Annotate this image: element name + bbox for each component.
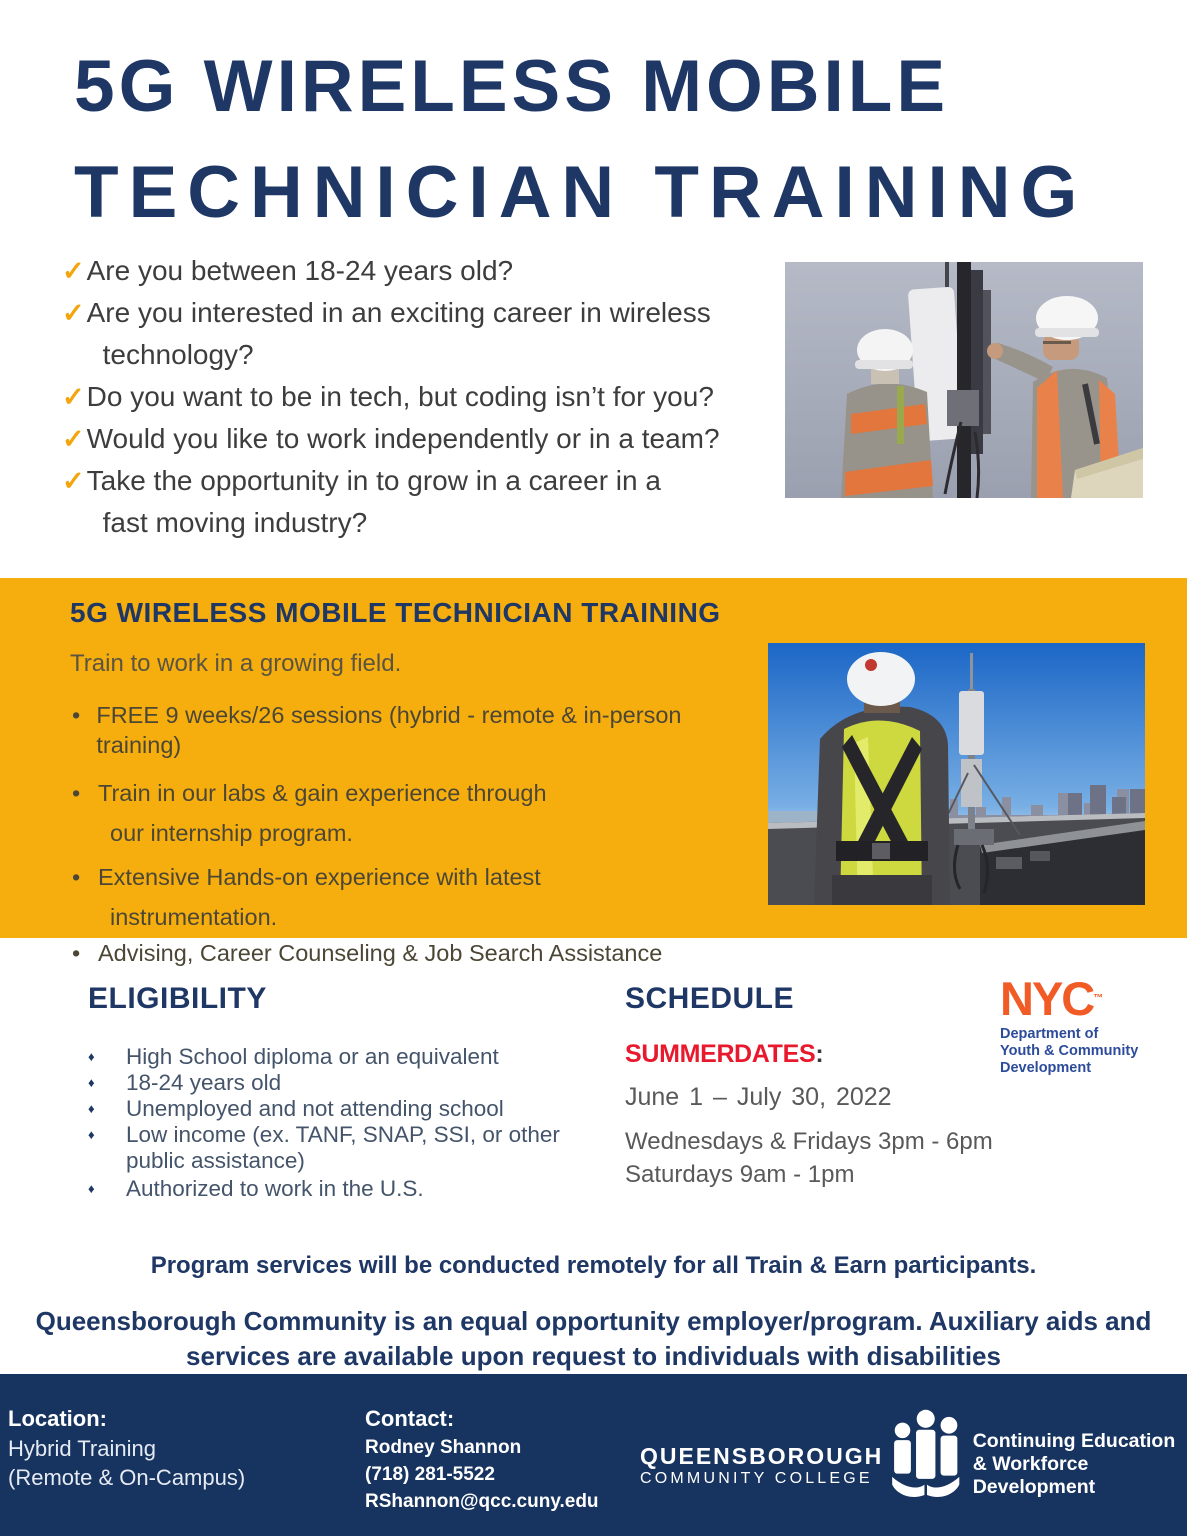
diamond-bullet-icon: ♦ <box>88 1181 95 1196</box>
bullet-icon: • <box>72 780 81 806</box>
eligibility-heading: ELIGIBILITY <box>88 982 267 1015</box>
qcc-college-name: QUEENSBOROUGH COMMUNITY COLLEGE <box>640 1443 884 1487</box>
check-icon: ✓ <box>62 256 85 286</box>
schedule-days-saturday: Saturdays 9am - 1pm <box>625 1161 855 1188</box>
program-bullet <box>70 862 730 932</box>
summer-dates-label: SUMMER DATES: <box>625 1040 824 1068</box>
contact-label: Contact: <box>365 1406 455 1431</box>
eligibility-item <box>88 1176 560 1202</box>
contact-name: Rodney Shannon <box>365 1437 522 1458</box>
photo-tower-technicians <box>785 262 1143 498</box>
checklist-text: fast moving industry? <box>102 507 368 538</box>
bullet-text: our internship program. <box>110 820 353 846</box>
footer-location-block <box>8 1404 245 1492</box>
bullet-text: FREE 9 weeks/26 sessions (hybrid - remote & in-person training) <box>96 702 682 758</box>
checklist-text: Take the opportunity in to grow in a career in a <box>86 465 661 496</box>
checklist-item <box>62 418 782 460</box>
location-label: Location: <box>8 1406 107 1431</box>
checklist-text: Are you interested in an exciting career in wireless <box>86 297 711 328</box>
rooftop-photo-illustration <box>768 643 1145 905</box>
schedule-days-weekdays: Wednesdays & Fridays 3pm - 6pm <box>625 1128 993 1155</box>
eligibility-item <box>88 1122 560 1174</box>
bullet-text: Advising, Career Counseling & Job Search Assistance <box>98 940 663 966</box>
footer-contact-block <box>365 1404 599 1515</box>
checklist-item <box>62 250 782 292</box>
schedule-dates: June 1 – July 30, 2022 <box>625 1083 892 1111</box>
eligibility-text: Unemployed and not attending school <box>126 1096 504 1121</box>
program-bullet <box>70 700 730 760</box>
page-title <box>74 34 1087 246</box>
check-icon: ✓ <box>62 466 85 496</box>
contact-email: RShannon@qcc.cuny.edu <box>365 1491 599 1512</box>
diamond-bullet-icon: ♦ <box>88 1049 95 1064</box>
people-book-icon <box>887 1390 964 1516</box>
nyc-dycd-logo <box>1000 972 1170 1077</box>
eligibility-text: public assistance) <box>126 1148 305 1173</box>
tower-photo-illustration <box>785 262 1143 498</box>
check-icon: ✓ <box>62 298 85 328</box>
qcc-logo <box>640 1390 1187 1516</box>
checklist-text: Do you want to be in tech, but coding isn’t for you? <box>86 381 714 412</box>
diamond-bullet-icon: ♦ <box>88 1101 95 1116</box>
checklist-text: Would you like to work independently or in a team? <box>86 423 720 454</box>
eligibility-text: 18-24 years old <box>126 1070 282 1095</box>
checklist-item <box>62 376 782 418</box>
bullet-icon: • <box>72 702 81 728</box>
eligibility-text: Authorized to work in the U.S. <box>126 1176 424 1201</box>
eligibility-text: Low income (ex. TANF, SNAP, SSI, or other <box>126 1122 560 1147</box>
qcc-tagline: Continuing Education & Workforce Development <box>972 1429 1176 1498</box>
checklist-text: Are you between 18-24 years old? <box>86 255 514 286</box>
bullet-text: Extensive Hands-on experience with latest <box>98 864 541 890</box>
remote-services-statement: Program services will be conducted remotely for all Train & Earn participants. <box>150 1252 1037 1279</box>
checklist-item <box>62 292 782 376</box>
schedule-section <box>625 982 993 1189</box>
program-lead: Train to work in a growing field. <box>70 650 402 677</box>
contact-phone: (718) 281-5522 <box>365 1464 495 1485</box>
equal-opportunity-statement-line2: services are available upon request to individuals with disabilities <box>186 1341 1001 1371</box>
trademark-symbol: ™ <box>1093 993 1104 1004</box>
intro-checklist <box>62 250 782 544</box>
equal-opportunity-statement-line1: Queensborough Community is an equal opportunity employer/program. Auxiliary aids and <box>35 1306 1152 1336</box>
diamond-bullet-icon: ♦ <box>88 1127 95 1142</box>
program-bullet <box>70 778 730 848</box>
photo-rooftop-technician <box>768 643 1145 905</box>
schedule-heading: SCHEDULE <box>625 982 795 1015</box>
program-bullet <box>70 938 730 968</box>
eligibility-item <box>88 1044 560 1070</box>
bullet-icon: • <box>72 864 81 890</box>
nyc-logo-text: NYC™ <box>1000 972 1104 1025</box>
check-icon: ✓ <box>62 382 85 412</box>
footer <box>0 1374 1187 1536</box>
title-line2: TECHNICIAN TRAINING <box>74 152 1088 233</box>
bullet-text: instrumentation. <box>110 904 278 930</box>
location-line: (Remote & On-Campus) <box>8 1465 246 1490</box>
eligibility-item <box>88 1096 560 1122</box>
location-line: Hybrid Training <box>8 1436 156 1461</box>
check-icon: ✓ <box>62 424 85 454</box>
checklist-text: technology? <box>102 339 254 370</box>
checklist-item <box>62 460 782 544</box>
eligibility-text: High School diploma or an equivalent <box>126 1044 499 1069</box>
nyc-dept-text: Department of Youth & Community Development <box>1000 1026 1139 1076</box>
diamond-bullet-icon: ♦ <box>88 1075 95 1090</box>
title-line1: 5G WIRELESS MOBILE <box>74 46 950 127</box>
bullet-icon: • <box>72 940 81 966</box>
eligibility-section <box>88 982 560 1202</box>
bullet-text: Train in our labs & gain experience through <box>98 780 547 806</box>
eligibility-item <box>88 1070 560 1096</box>
program-heading: 5G WIRELESS MOBILE TECHNICIAN TRAINING <box>70 597 721 628</box>
